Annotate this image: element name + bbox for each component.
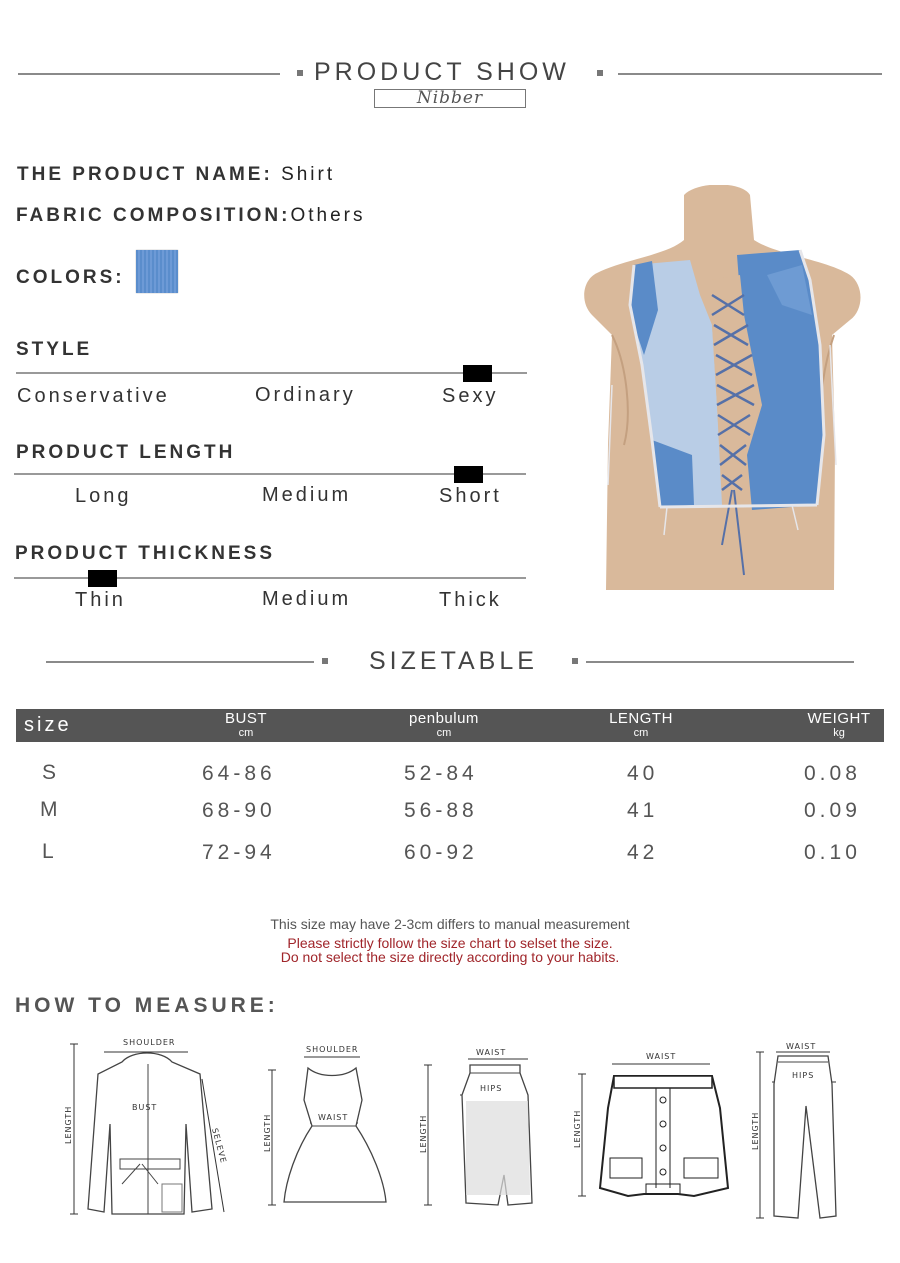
shirt-shoulder-label: SHOULDER: [123, 1038, 176, 1047]
skirt-measure-diagram: [416, 1045, 546, 1215]
style-scale-line: [16, 372, 527, 374]
fabric-value: Others: [290, 205, 366, 226]
size-cell: L: [42, 840, 58, 863]
style-option-ordinary: Ordinary: [255, 384, 356, 406]
size-table-header: [16, 709, 884, 742]
length-col-name: LENGTH: [609, 710, 673, 727]
colors-label: COLORS:: [16, 267, 125, 288]
thickness-option-thin: Thin: [75, 589, 126, 611]
thickness-option-thick: Thick: [439, 589, 502, 611]
pendulum-col-name: penbulum: [409, 710, 479, 727]
trousers-length-label: LENGTH: [751, 1111, 760, 1150]
skirt-length-label: LENGTH: [419, 1114, 428, 1153]
product-photo: [572, 185, 892, 595]
length-cell: 42: [627, 841, 659, 864]
bust-col-unit: cm: [238, 727, 254, 739]
weight-cell: 0.09: [804, 799, 861, 822]
bust-col-name: BUST: [224, 710, 267, 727]
size-col-header: size: [24, 714, 72, 736]
header-rule-left: [18, 73, 280, 75]
dress-length-label: LENGTH: [263, 1113, 272, 1152]
length-selected-marker: [454, 466, 483, 483]
sizetable-bullet-right: [572, 658, 578, 664]
thickness-title: PRODUCT THICKNESS: [15, 543, 276, 564]
dress-measure-diagram: [262, 1040, 392, 1210]
bust-cell: 68-90: [202, 799, 276, 822]
page-title: PRODUCT SHOW: [314, 58, 570, 86]
style-title: STYLE: [16, 339, 93, 360]
length-col-header: [596, 711, 686, 741]
brand-box: [374, 89, 526, 108]
trousers-measure-diagram: [750, 1040, 850, 1225]
shorts-waist-label: WAIST: [646, 1052, 677, 1061]
dress-shoulder-label: SHOULDER: [306, 1045, 359, 1054]
size-note-warning-1: Please strictly follow the size chart to selset the size.: [287, 935, 613, 951]
sizetable-rule-left: [46, 661, 314, 663]
shorts-length-label: LENGTH: [573, 1109, 582, 1148]
weight-cell: 0.10: [804, 841, 861, 864]
pendulum-cell: 56-88: [404, 799, 478, 822]
weight-cell: 0.08: [804, 762, 861, 785]
length-option-short: Short: [439, 485, 502, 507]
bust-cell: 64-86: [202, 762, 276, 785]
color-swatch[interactable]: [136, 250, 178, 293]
pendulum-cell: 60-92: [404, 841, 478, 864]
fabric-row: [16, 205, 365, 227]
weight-col-unit: kg: [833, 727, 845, 739]
header-rule-right: [618, 73, 882, 75]
trousers-hips-label: HIPS: [792, 1071, 815, 1080]
skirt-hips-label: HIPS: [480, 1084, 503, 1093]
brand-name: Nibber: [416, 88, 484, 108]
fabric-label: FABRIC COMPOSITION:: [16, 205, 291, 226]
how-to-measure-title: HOW TO MEASURE:: [15, 994, 279, 1017]
sizetable-title: SIZETABLE: [369, 647, 538, 675]
weight-col-header: [796, 711, 882, 741]
product-name-row: [17, 164, 335, 186]
trousers-waist-label: WAIST: [786, 1042, 817, 1051]
product-name-label: THE PRODUCT NAME:: [17, 164, 273, 185]
length-option-long: Long: [75, 485, 132, 507]
header-bullet-right: [597, 70, 603, 76]
length-title: PRODUCT LENGTH: [16, 442, 236, 463]
size-cell: S: [42, 761, 61, 784]
shirt-sleeve-label: SELEVE: [210, 1127, 229, 1165]
thickness-option-medium: Medium: [262, 588, 352, 610]
length-option-medium: Medium: [262, 484, 352, 506]
pendulum-col-header: [394, 711, 494, 741]
style-option-conservative: Conservative: [17, 385, 170, 407]
length-cell: 40: [627, 762, 659, 785]
mannequin-top-illustration: [572, 185, 892, 595]
shirt-measure-diagram: [62, 1034, 242, 1219]
size-note-warning-2: Do not select the size directly according to your habits.: [280, 949, 620, 965]
sizetable-bullet-left: [322, 658, 328, 664]
style-selected-marker: [463, 365, 492, 382]
pendulum-col-unit: cm: [436, 727, 452, 739]
thickness-selected-marker: [88, 570, 117, 587]
dress-waist-label: WAIST: [318, 1113, 349, 1122]
size-note-measurement: This size may have 2-3cm differs to manual measurement: [270, 916, 630, 932]
skirt-waist-label: WAIST: [476, 1048, 507, 1057]
length-cell: 41: [627, 799, 659, 822]
size-cell: M: [40, 798, 62, 821]
shirt-length-label: LENGTH: [64, 1105, 73, 1144]
weight-col-name: WEIGHT: [807, 710, 871, 727]
header-bullet-left: [297, 70, 303, 76]
style-option-sexy: Sexy: [442, 385, 499, 407]
shirt-bust-label: BUST: [132, 1103, 158, 1112]
pendulum-cell: 52-84: [404, 762, 478, 785]
shorts-measure-diagram: [570, 1048, 740, 1208]
sizetable-rule-right: [586, 661, 854, 663]
bust-cell: 72-94: [202, 841, 276, 864]
length-col-unit: cm: [633, 727, 649, 739]
length-scale-line: [14, 473, 526, 475]
bust-col-header: [206, 711, 286, 741]
product-name-value: Shirt: [281, 164, 336, 185]
